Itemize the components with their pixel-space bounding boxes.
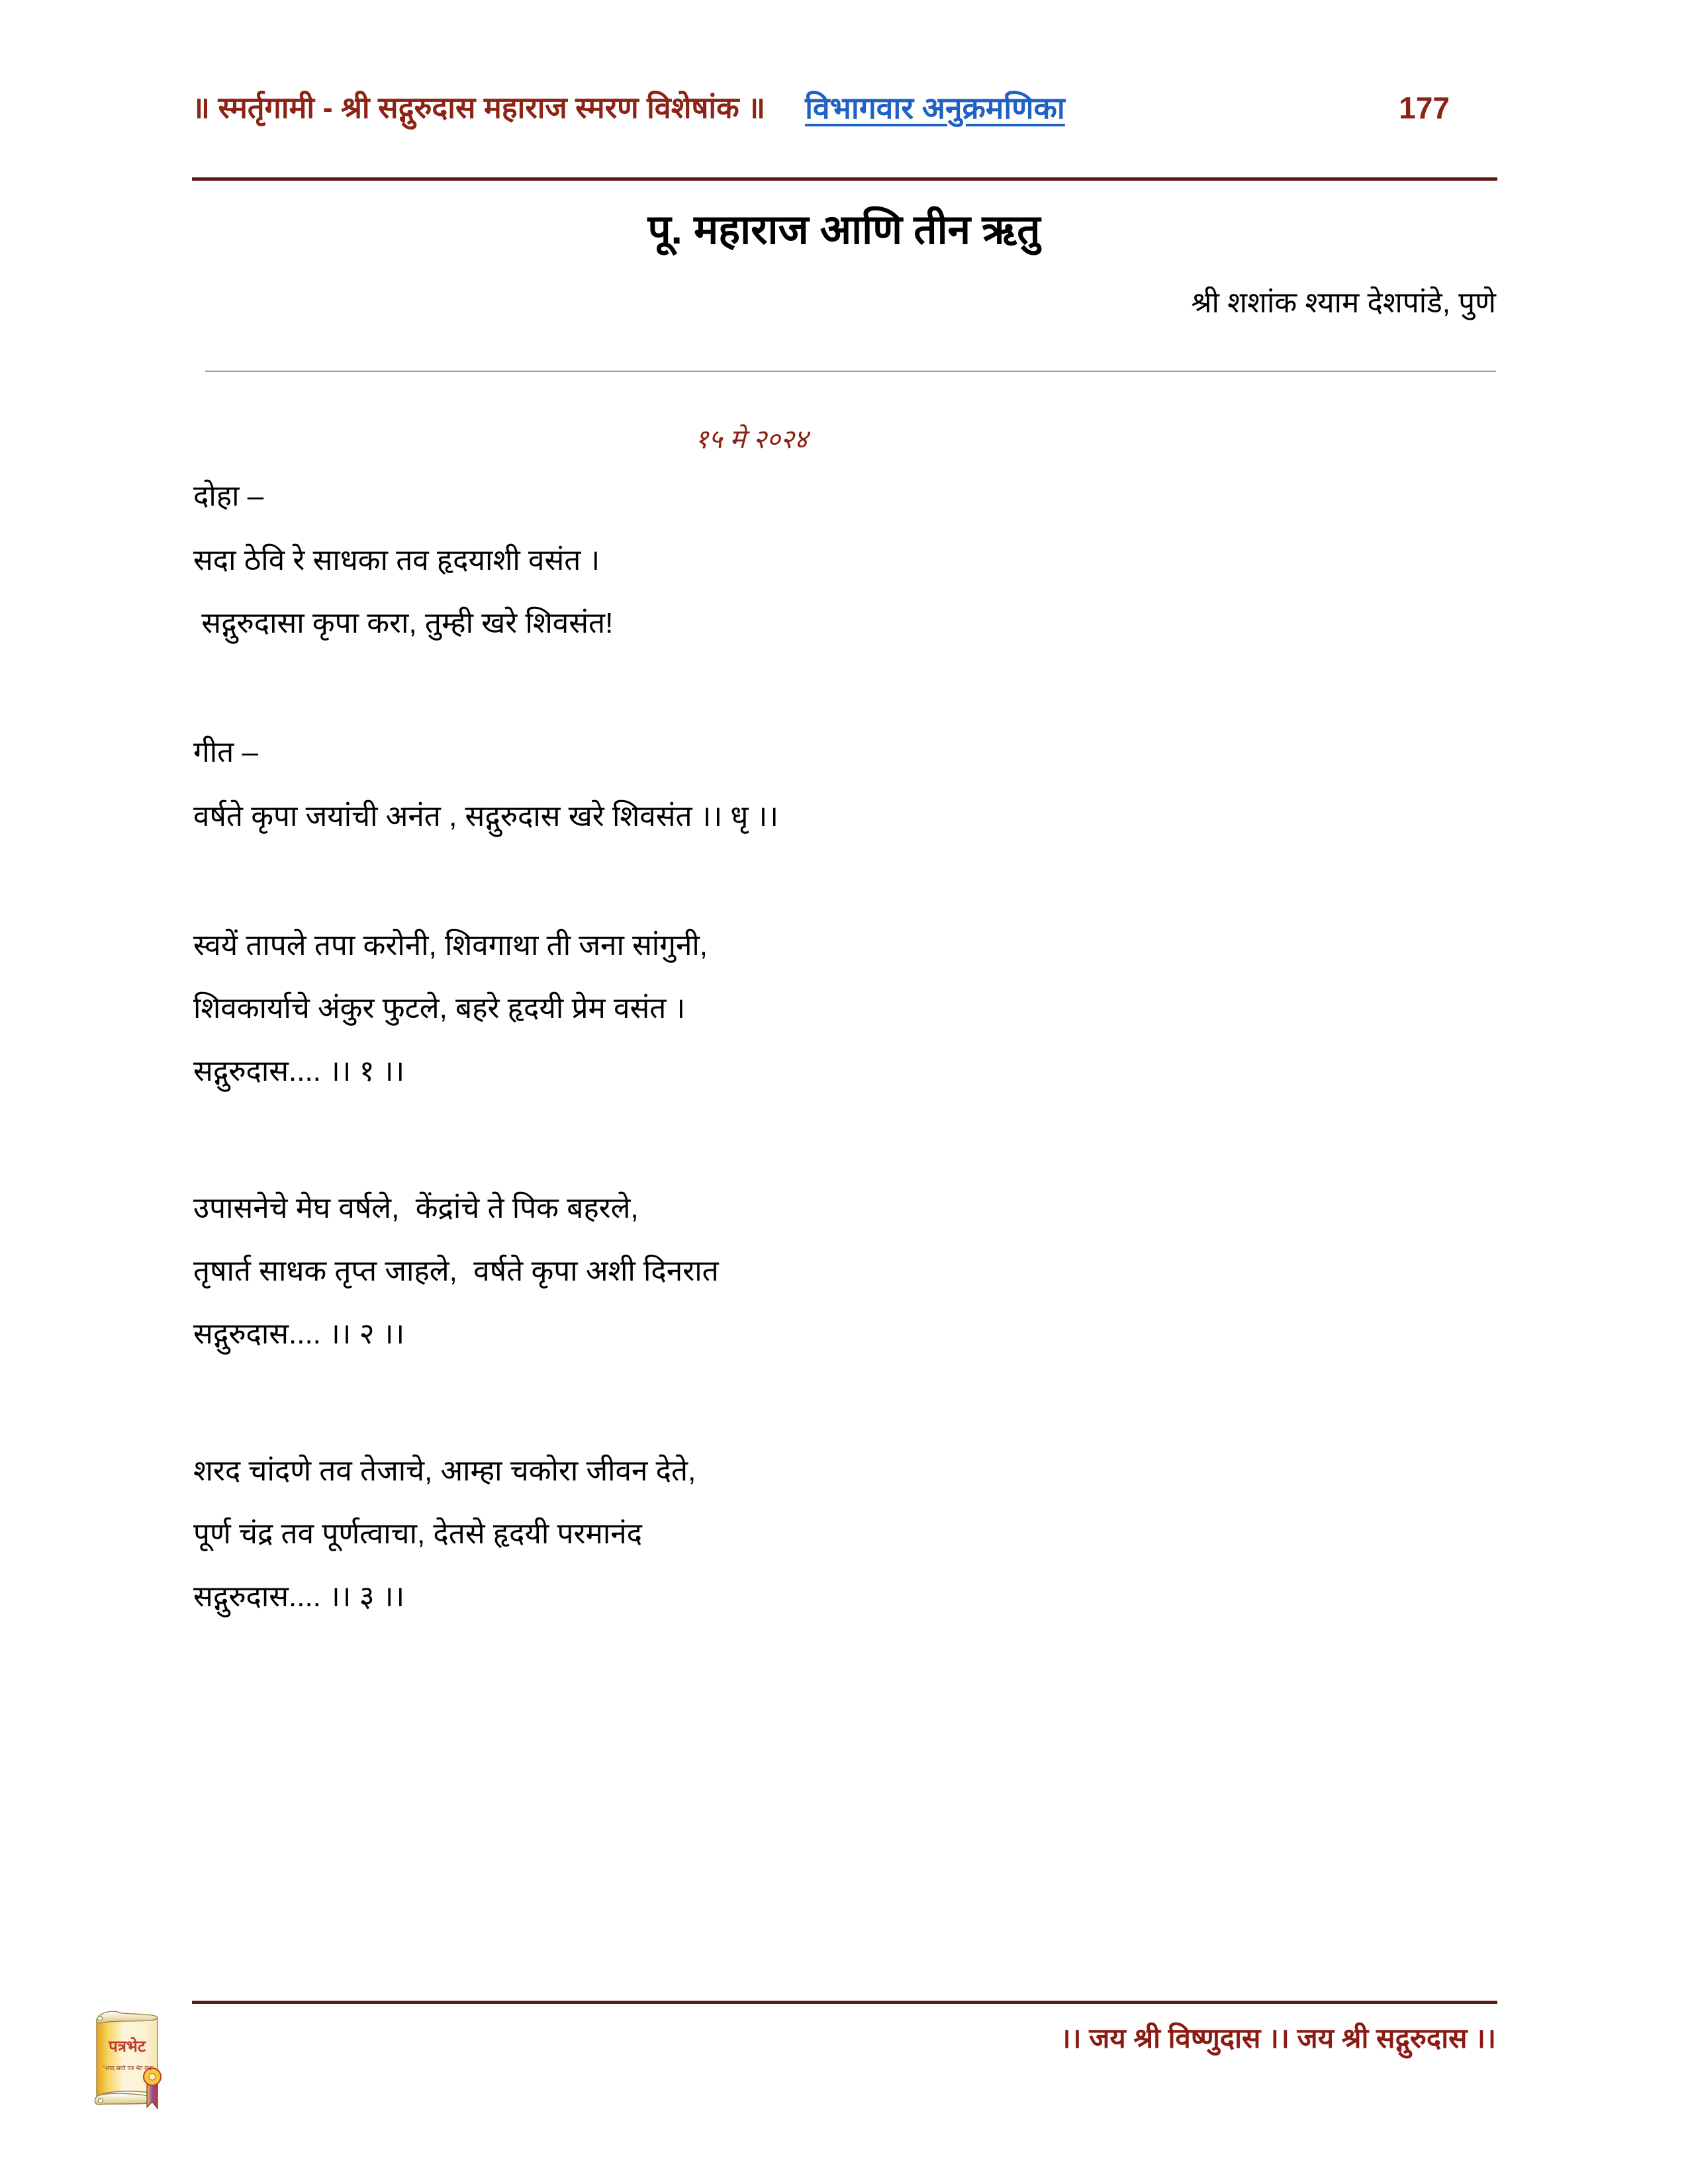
header-divider [192,177,1497,181]
spacer-after-refrain [193,861,1504,927]
geet-label: गीत – [193,736,258,768]
scroll-icon [74,2000,180,2132]
page-header [192,93,1496,146]
logo-brand-text: पत्रभेट [109,2038,146,2056]
stanza-3 [193,1453,1504,1615]
article-date: १५ मे २०२४ [694,425,808,454]
scroll-top-curl [98,2017,103,2021]
magazine-title: ॥ स्मर्तृगामी - श्री सद्गुरुदास महाराज स्मरण विशेषांक ॥ [192,91,766,124]
article-body [193,478,1504,1674]
footer-blessing: ।। जय श्री विष्णुदास ।। जय श्री सद्गुरुदास ।। [1060,2023,1496,2054]
scroll-bottom-roll [95,2093,152,2105]
footer-divider [192,2001,1497,2004]
stanza-2-line-2: तृषार्त साधक तृप्त जाहले, वर्षते कृपा अशी दिनरात [193,1255,719,1287]
page-number: 177 [1399,91,1450,125]
patrabhet-scroll-logo [74,2000,180,2132]
stanza-3-refrain-tag: सद्गुरुदास.... ।। ३ ।। [193,1580,405,1613]
spacer-stanza-2-3 [193,1412,1504,1453]
spacer-after-doha [193,668,1504,734]
page-title: पू. महाराज आणि तीन ऋतु [647,207,1041,253]
stanza-1-line-1: स्वयें तापले तपा करोनी, शिवगाथा ती जना सांगुनी, [193,929,708,962]
scroll-bottom-curl [99,2099,103,2103]
index-link[interactable]: विभागवार अनुक्रमणिका [805,91,1065,125]
doha-line-1: सदा ठेवि रे साधका तव हृदयाशी वसंत । [193,544,600,576]
spacer-stanza-1-2 [193,1149,1504,1190]
stanza-2 [193,1190,1504,1352]
stanza-2-line-1: उपासनेचे मेघ वर्षले, केंद्रांचे ते पिक बहरले, [193,1192,639,1224]
stanza-3-line-1: शरद चांदणे तव तेजाचे, आम्हा चकोरा जीवन देते, [193,1455,696,1487]
doha-label: दोहा – [193,480,264,512]
stanza-1 [193,927,1504,1089]
stanza-2-refrain-tag: सद्गुरुदास.... ।। २ ।। [193,1318,405,1350]
author-byline: श्री शशांक श्याम देशपांडे, पुणे [1191,287,1496,319]
logo-tagline-text: "शब्द साचे पत्र भेट गंध" [103,2065,154,2071]
doha-line-2: सद्गुरुदासा कृपा करा, तुम्ही खरे शिवसंत! [193,607,614,639]
stanza-1-refrain-tag: सद्गुरुदास.... ।। १ ।। [193,1055,405,1087]
stanza-3-line-2: पूर्ण चंद्र तव पूर्णत्वाचा, देतसे हृदयी परमानंद [193,1518,643,1550]
geet-refrain: वर्षते कृपा जयांची अनंत , सद्गुरुदास खरे शिवसंत ।। धृ ।। [193,800,779,833]
title-divider [205,371,1496,372]
stanza-1-line-2: शिवकार्याचे अंकुर फुटले, बहरे हृदयी प्रेम वसंत । [193,992,686,1024]
ribbon-rosette-center [149,2073,156,2080]
